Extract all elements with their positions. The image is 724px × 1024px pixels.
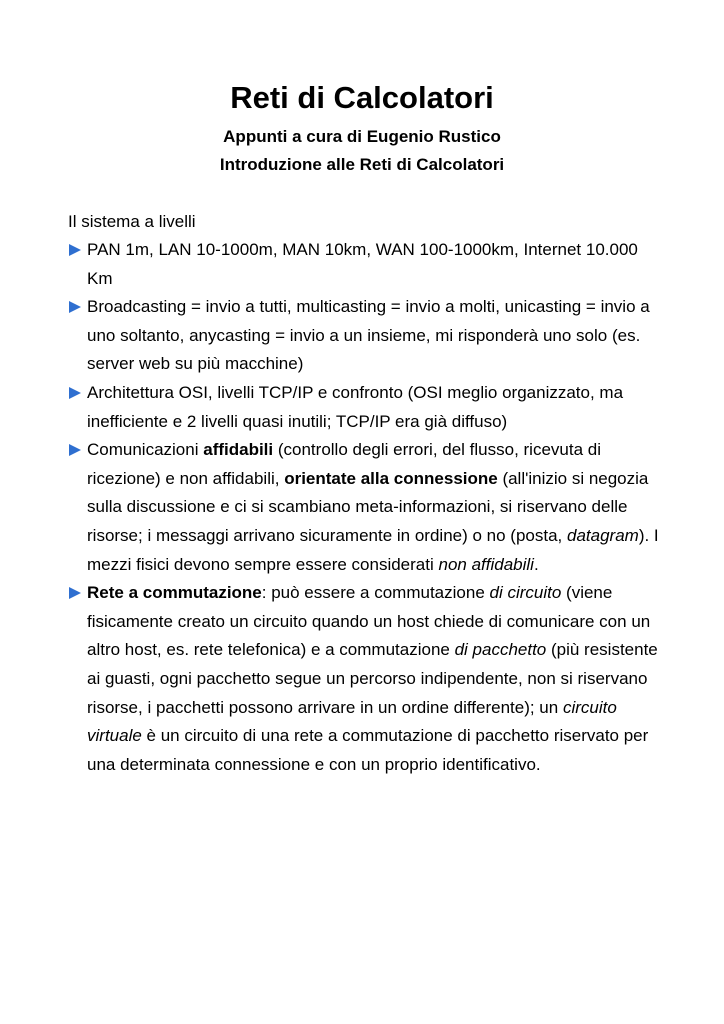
bullet-text-segment: (all'inizio si negozia sulla discussione e ci si scambiano meta-informazioni, si riservano delle risorse; i messaggi arrivano sicuramente in ordine) o no (posta, <box>87 468 649 545</box>
bullet-text-segment: (controllo degli errori, del flusso, ricevuta di ricezione) e non affidabili, <box>87 440 602 488</box>
bullet-text-segment: non affidabili <box>438 554 534 574</box>
bullet-text-segment: Architettura OSI, livelli TCP/IP e confronto (OSI meglio organizzato, ma inefficiente e 2 livelli quasi inutili; TCP/IP era già diffuso) <box>87 382 624 431</box>
bullet-text-segment: circuito virtuale <box>87 697 617 746</box>
document-author-line: Appunti a cura di Eugenio Rustico <box>223 127 501 146</box>
bullet-text-segment: Rete a commutazione <box>87 583 262 603</box>
bullet-text-segment: di circuito <box>489 583 562 603</box>
bullet-text-segment: (viene fisicamente creato un circuito quando un host chiede di comunicare con un altro host, es. rete telefonica) e a commutazione <box>87 583 651 660</box>
section-heading: Il sistema a livelli <box>68 212 196 231</box>
bullet-text-segment: Comunicazioni <box>87 440 204 460</box>
bullet-item <box>68 293 668 379</box>
bullet-text-segment: orientate alla connessione <box>284 468 498 488</box>
document-section-title: Introduzione alle Reti di Calcolatori <box>219 155 505 174</box>
bullet-item <box>68 579 668 779</box>
triangle-right-icon <box>69 301 81 313</box>
bullet-item <box>68 379 668 436</box>
triangle-right-icon <box>69 387 81 399</box>
bullet-text-segment: datagram <box>567 525 639 545</box>
bullet-list <box>68 236 668 779</box>
bullet-text-segment: è un circuito di una rete a commutazione di pacchetto riservato per una determinata connessione e con un proprio identificativo. <box>87 726 649 774</box>
bullet-text-segment: (più resistente ai guasti, ogni pacchetto segue un percorso indipendente, non si riservano risorse, i pacchetti possono arrivare in un ordine differente); un <box>87 640 658 717</box>
bullet-text-segment: Broadcasting = invio a tutti, multicasting = invio a molti, unicasting = invio a uno soltanto, anycasting = invio a un insieme, mi risponderà uno solo (es. server web su più macchine) <box>87 297 650 374</box>
bullet-text-segment: : può essere a commutazione <box>261 583 490 603</box>
bullet-item <box>68 236 668 293</box>
triangle-right-icon <box>69 244 81 256</box>
triangle-right-icon <box>69 587 81 599</box>
bullet-text-segment: di pacchetto <box>454 640 547 660</box>
triangle-right-icon <box>69 444 81 456</box>
bullet-text-segment: ). I mezzi fisici devono sempre essere considerati <box>87 525 659 574</box>
document-title: Reti di Calcolatori <box>230 80 494 115</box>
bullet-text-segment: PAN 1m, LAN 10-1000m, MAN 10km, WAN 100-1000km, Internet 10.000 Km <box>87 240 638 288</box>
bullet-item <box>68 436 668 579</box>
bullet-text-segment: affidabili <box>203 440 274 460</box>
bullet-text-segment: . <box>533 554 539 574</box>
